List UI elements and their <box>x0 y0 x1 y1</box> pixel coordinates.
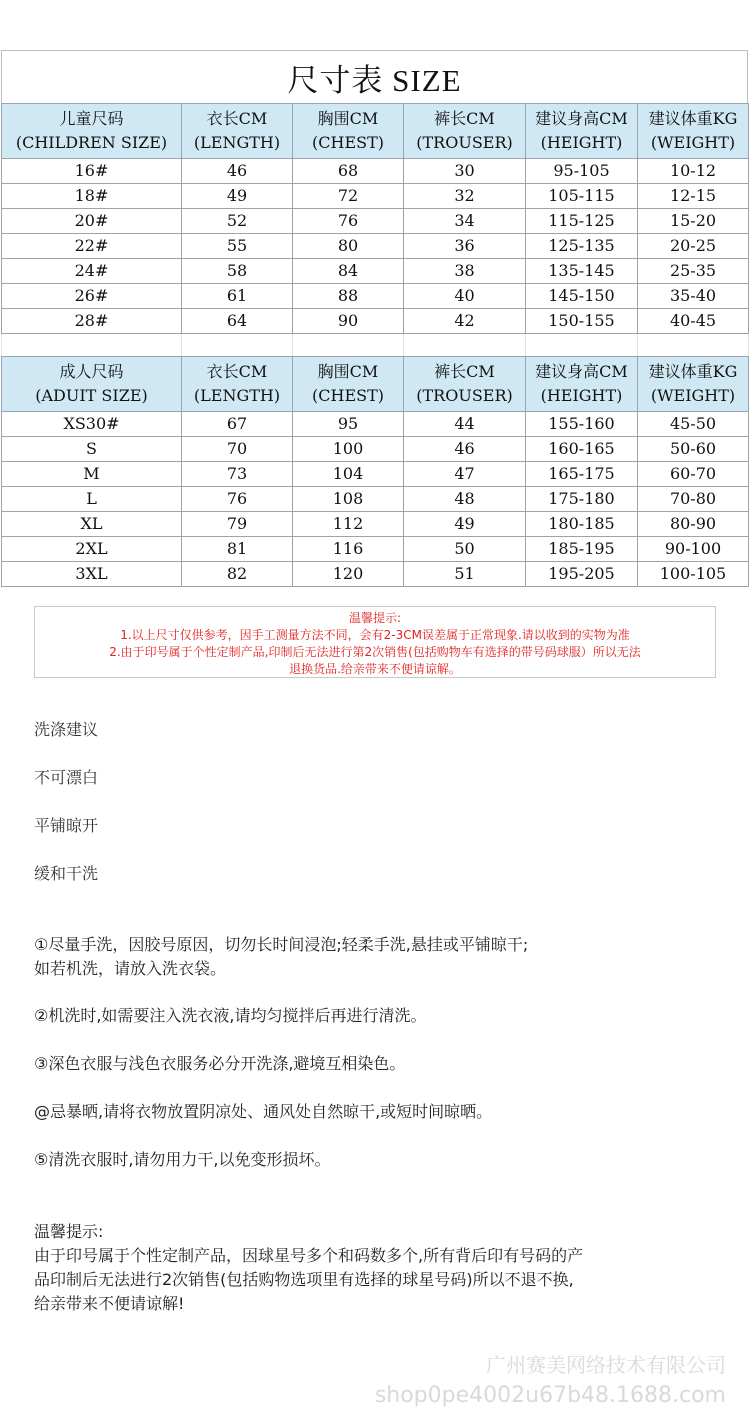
table-cell: 12-15 <box>638 184 749 209</box>
table-cell: 108 <box>293 487 404 512</box>
table-cell: 60-70 <box>638 462 749 487</box>
table-cell: 44 <box>404 412 526 437</box>
table-cell: 46 <box>404 437 526 462</box>
table-cell: 180-185 <box>526 512 638 537</box>
table-cell: 45-50 <box>638 412 749 437</box>
header-sublabel: (WEIGHT) <box>650 386 736 405</box>
table-cell: 81 <box>182 537 293 562</box>
table-row <box>2 159 749 184</box>
table-cell: 90-100 <box>638 537 749 562</box>
table-cell: 100-105 <box>638 562 749 587</box>
table-cell: 58 <box>182 259 293 284</box>
table-cell: 47 <box>404 462 526 487</box>
table-cell: 68 <box>293 159 404 184</box>
instruction-4: @忌暴晒,请将衣物放置阴凉处、通风处自然晾干,或短时间晾晒。 <box>34 1102 493 1121</box>
table-cell: 160-165 <box>526 437 638 462</box>
table-cell: 80-90 <box>638 512 749 537</box>
table-cell: 95-105 <box>526 159 638 184</box>
table-cell: 72 <box>293 184 404 209</box>
table-cell: 165-175 <box>526 462 638 487</box>
table-row <box>2 284 749 309</box>
final-notice <box>34 1220 583 1316</box>
header-label: 建议体重KG <box>648 362 738 381</box>
table-cell: XL <box>2 512 182 537</box>
table-cell: 36 <box>404 234 526 259</box>
table-cell: 34 <box>404 209 526 234</box>
table-cell: 16# <box>2 159 182 184</box>
table-cell: 30 <box>404 159 526 184</box>
table-cell: 49 <box>404 512 526 537</box>
table-cell: 125-135 <box>526 234 638 259</box>
header-sublabel: (TROUSER) <box>416 133 513 152</box>
table-cell: 120 <box>293 562 404 587</box>
table-row <box>2 487 749 512</box>
table-cell: 61 <box>182 284 293 309</box>
header-label: 儿童尺码 <box>59 109 124 128</box>
table-cell: 90 <box>293 309 404 334</box>
table-cell: 42 <box>404 309 526 334</box>
adult-header-cell <box>182 357 293 412</box>
instruction-2: ②机洗时,如需要注入洗衣液,请均匀搅拌后再进行清洗。 <box>34 1006 427 1025</box>
table-cell: 26# <box>2 284 182 309</box>
table-row <box>2 462 749 487</box>
header-sublabel: (CHEST) <box>312 133 384 152</box>
size-chart-title: 尺寸表 SIZE <box>1 50 748 103</box>
table-cell: 22# <box>2 234 182 259</box>
table-cell: 115-125 <box>526 209 638 234</box>
care-item-gentle-dry-clean: 缓和干洗 <box>34 864 99 883</box>
table-cell: 84 <box>293 259 404 284</box>
table-cell: 40-45 <box>638 309 749 334</box>
children-header-cell <box>2 104 182 159</box>
table-cell: 95 <box>293 412 404 437</box>
table-row <box>2 259 749 284</box>
table-cell: 175-180 <box>526 487 638 512</box>
table-cell: 112 <box>293 512 404 537</box>
table-cell: 38 <box>404 259 526 284</box>
table-cell: L <box>2 487 182 512</box>
table-cell: 82 <box>182 562 293 587</box>
table-row <box>2 412 749 437</box>
table-cell: 155-160 <box>526 412 638 437</box>
notice-title: 温馨提示: <box>348 611 402 625</box>
table-cell: 80 <box>293 234 404 259</box>
table-row <box>2 234 749 259</box>
header-label: 裤长CM <box>434 362 495 381</box>
table-cell: 52 <box>182 209 293 234</box>
instruction-3: ③深色衣服与浅色衣服务必分开洗涤,避境互相染色。 <box>34 1054 406 1073</box>
watermark-company: 广州赛美网络技术有限公司 <box>486 1353 726 1377</box>
table-cell: 145-150 <box>526 284 638 309</box>
table-cell: 51 <box>404 562 526 587</box>
table-cell: 25-35 <box>638 259 749 284</box>
header-sublabel: (ADUIT SIZE) <box>35 386 148 405</box>
table-cell: 79 <box>182 512 293 537</box>
warm-notice-box <box>34 606 716 678</box>
header-sublabel: (LENGTH) <box>193 133 281 152</box>
care-item-flat-dry: 平铺晾开 <box>34 816 99 835</box>
size-chart <box>1 50 748 587</box>
header-label: 成人尺码 <box>59 362 124 381</box>
table-cell: 104 <box>293 462 404 487</box>
watermark-shop-url: shop0pe4002u67b48.1688.com <box>374 1383 726 1408</box>
adult-header-row <box>2 357 749 412</box>
table-cell: 105-115 <box>526 184 638 209</box>
header-sublabel: (WEIGHT) <box>650 133 736 152</box>
header-label: 衣长CM <box>206 362 268 381</box>
children-header-row <box>2 104 749 159</box>
table-cell: 2XL <box>2 537 182 562</box>
table-row <box>2 437 749 462</box>
adult-header-cell <box>526 357 638 412</box>
table-cell: 195-205 <box>526 562 638 587</box>
care-heading: 洗涤建议 <box>34 720 99 739</box>
table-row <box>2 209 749 234</box>
table-cell: 15-20 <box>638 209 749 234</box>
header-sublabel: (TROUSER) <box>416 386 513 405</box>
table-cell: 50 <box>404 537 526 562</box>
table-row <box>2 512 749 537</box>
header-label: 衣长CM <box>206 109 268 128</box>
table-cell: S <box>2 437 182 462</box>
children-header-cell <box>404 104 526 159</box>
table-cell: 135-145 <box>526 259 638 284</box>
header-sublabel: (CHEST) <box>312 386 384 405</box>
adult-header-cell <box>404 357 526 412</box>
table-cell: 76 <box>293 209 404 234</box>
care-item-no-bleach: 不可漂白 <box>34 768 99 787</box>
header-label: 建议体重KG <box>648 109 738 128</box>
header-sublabel: (LENGTH) <box>193 386 281 405</box>
header-label: 建议身高CM <box>535 362 628 381</box>
table-cell: 70-80 <box>638 487 749 512</box>
header-sublabel: (HEIGHT) <box>540 386 623 405</box>
table-cell: 20-25 <box>638 234 749 259</box>
final-notice-line-3: 给亲带来不便请谅解! <box>34 1294 185 1313</box>
instruction-1-line-b: 如若机洗，请放入洗衣袋。 <box>34 959 227 978</box>
table-cell: 76 <box>182 487 293 512</box>
table-cell: 20# <box>2 209 182 234</box>
header-label: 建议身高CM <box>535 109 628 128</box>
table-cell: 55 <box>182 234 293 259</box>
table-cell: 88 <box>293 284 404 309</box>
table-cell: 40 <box>404 284 526 309</box>
final-notice-line-1: 由于印号属于个性定制产品，因球星号多个和码数多个,所有背后印有号码的产 <box>34 1246 584 1265</box>
table-cell: 32 <box>404 184 526 209</box>
instruction-1 <box>34 933 528 981</box>
final-notice-title: 温馨提示: <box>34 1222 104 1241</box>
children-header-cell <box>526 104 638 159</box>
table-cell: 46 <box>182 159 293 184</box>
table-spacer-row <box>2 334 749 357</box>
header-label: 裤长CM <box>434 109 495 128</box>
instruction-1-line-a: ①尽量手洗，因胶号原因，切勿长时间浸泡;轻柔手洗,悬挂或平铺晾干; <box>34 935 529 954</box>
notice-line-1: 1.以上尺寸仅供参考，因手工测量方法不同，会有2-3CM误差属于正常现象.请以收到的实物为准 <box>120 628 630 642</box>
table-cell: 116 <box>293 537 404 562</box>
table-cell: XS30# <box>2 412 182 437</box>
table-row <box>2 184 749 209</box>
table-cell: 73 <box>182 462 293 487</box>
table-cell: 18# <box>2 184 182 209</box>
table-cell: 150-155 <box>526 309 638 334</box>
adult-header-cell <box>293 357 404 412</box>
table-cell: 28# <box>2 309 182 334</box>
table-cell: 70 <box>182 437 293 462</box>
table-row <box>2 309 749 334</box>
table-cell: 10-12 <box>638 159 749 184</box>
table-cell: 24# <box>2 259 182 284</box>
children-header-cell <box>638 104 749 159</box>
final-notice-line-2: 品印制后无法进行2次销售(包括购物选项里有选择的球星号码)所以不退不换, <box>34 1270 574 1289</box>
header-label: 胸围CM <box>317 109 379 128</box>
adult-header-cell <box>2 357 182 412</box>
table-row <box>2 537 749 562</box>
children-header-cell <box>182 104 293 159</box>
table-row <box>2 562 749 587</box>
table-cell: 3XL <box>2 562 182 587</box>
table-cell: 50-60 <box>638 437 749 462</box>
header-sublabel: (CHILDREN SIZE) <box>15 133 168 152</box>
size-table <box>1 103 749 587</box>
adult-header-cell <box>638 357 749 412</box>
table-cell: 67 <box>182 412 293 437</box>
table-cell: 49 <box>182 184 293 209</box>
table-cell: 185-195 <box>526 537 638 562</box>
table-cell: M <box>2 462 182 487</box>
notice-line-3: 退换货品.给亲带来不便请谅解。 <box>289 662 461 676</box>
table-cell: 64 <box>182 309 293 334</box>
table-cell: 100 <box>293 437 404 462</box>
table-cell: 48 <box>404 487 526 512</box>
instruction-5: ⑤清洗衣服时,请勿用力干,以免变形损坏。 <box>34 1150 331 1169</box>
notice-line-2: 2.由于印号属于个性定制产品,印制后无法进行第2次销售(包括购物车有选择的带号码球服）所以无法 <box>109 645 641 659</box>
header-sublabel: (HEIGHT) <box>540 133 623 152</box>
header-label: 胸围CM <box>317 362 379 381</box>
table-cell: 35-40 <box>638 284 749 309</box>
children-header-cell <box>293 104 404 159</box>
